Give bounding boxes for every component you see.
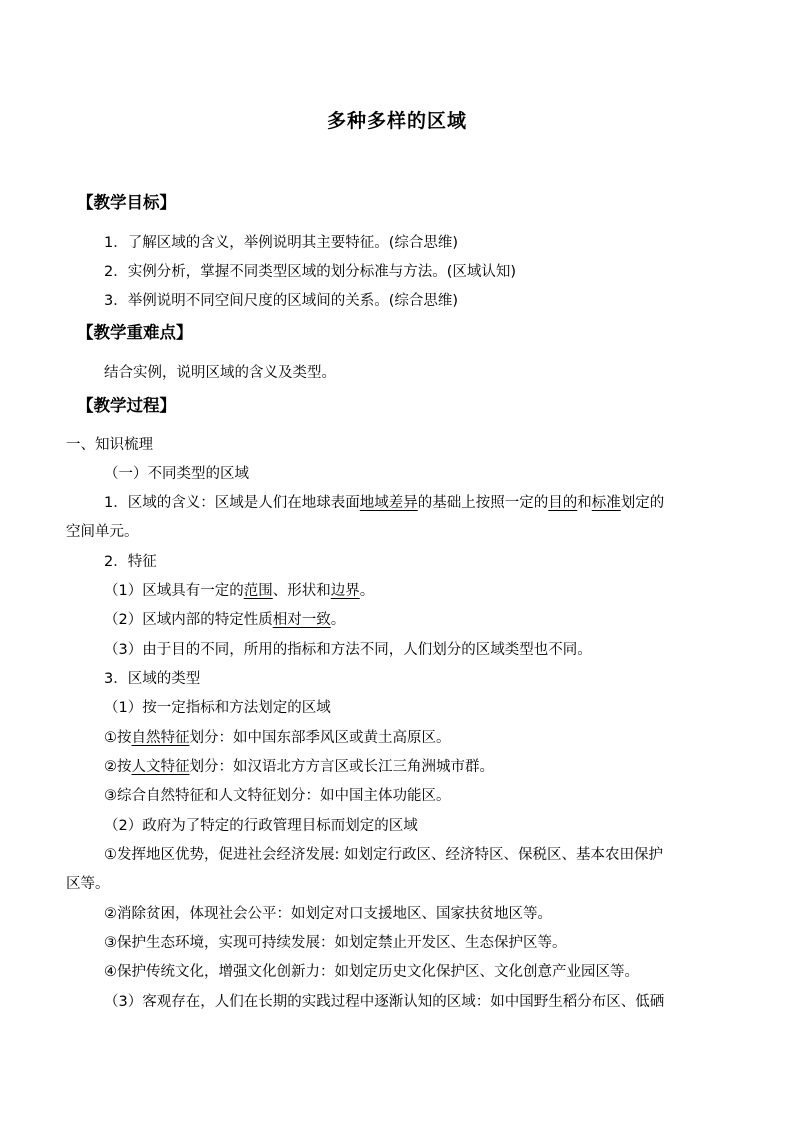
type-heading: （2）政府为了特定的行政管理目标而划定的区域 bbox=[104, 818, 418, 834]
type-item: ①发挥地区优势，促进社会经济发展: 如划定行政区、经济特区、保税区、基本农田保护 bbox=[104, 847, 663, 863]
text-span: ②按 bbox=[104, 759, 132, 775]
type-heading: （1）按一定指标和方法划定的区域 bbox=[104, 700, 331, 716]
underlined-term: 目的 bbox=[548, 495, 578, 511]
type-item: ②消除贫困，体现社会公平：如划定对口支援地区、国家扶贫地区等。 bbox=[104, 906, 552, 922]
text-span: 划定的 bbox=[620, 495, 665, 511]
type-item bbox=[104, 728, 451, 748]
text-span: 1．区域的含义：区域是人们在地球表面 bbox=[104, 495, 360, 511]
feature-item bbox=[104, 610, 345, 630]
type-item bbox=[104, 757, 494, 777]
text-span: 。 bbox=[330, 612, 346, 628]
underlined-term: 人文特征 bbox=[131, 759, 190, 775]
underlined-term: 地域差异 bbox=[359, 495, 418, 511]
feature-item bbox=[104, 581, 374, 601]
objective-item: 2．实例分析，掌握不同类型区域的划分标准与方法。(区域认知) bbox=[104, 264, 517, 280]
text-span: （1）区域具有一定的 bbox=[104, 583, 244, 599]
text-span: 和 bbox=[577, 495, 592, 511]
key-points-text: 结合实例，说明区域的含义及类型。 bbox=[104, 365, 336, 381]
feature-title: 2．特征 bbox=[104, 554, 157, 570]
definition-line bbox=[104, 493, 664, 513]
text-span: ①按 bbox=[104, 730, 132, 746]
page-title: 多种多样的区域 bbox=[326, 110, 467, 132]
objective-item: 1．了解区域的含义，举例说明其主要特征。(综合思维) bbox=[104, 235, 459, 251]
key-points-heading: 【教学重难点】 bbox=[77, 323, 193, 342]
underlined-term: 标准 bbox=[591, 495, 621, 511]
process-heading: 【教学过程】 bbox=[77, 396, 176, 415]
underlined-term: 范围 bbox=[243, 583, 273, 599]
type-item: ③保护生态环境，实现可持续发展：如划定禁止开发区、生态保护区等。 bbox=[104, 935, 567, 951]
text-span: 的基础上按照一定的 bbox=[417, 495, 549, 511]
type-item: ③综合自然特征和人文特征划分：如中国主体功能区。 bbox=[104, 788, 451, 804]
text-span: 、形状和 bbox=[272, 583, 331, 599]
part-heading: 一、知识梳理 bbox=[66, 437, 153, 453]
underlined-term: 相对一致 bbox=[272, 612, 331, 628]
feature-item: （3）由于目的不同，所用的指标和方法不同，人们划分的区域类型也不同。 bbox=[104, 642, 592, 658]
underlined-term: 自然特征 bbox=[131, 730, 190, 746]
type-heading: （3）客观存在，人们在长期的实践过程中逐渐认知的区域：如中国野生稻分布区、低硒 bbox=[104, 994, 665, 1010]
objectives-heading: 【教学目标】 bbox=[77, 193, 176, 212]
underlined-term: 边界 bbox=[330, 583, 360, 599]
subsection-heading: （一）不同类型的区域 bbox=[104, 466, 249, 482]
text-span: （2）区域内部的特定性质 bbox=[104, 612, 273, 628]
definition-continued: 空间单元。 bbox=[66, 524, 139, 540]
text-span: 。 bbox=[359, 583, 375, 599]
type-item: ④保护传统文化，增强文化创新力：如划定历史文化保护区、文化创意产业园区等。 bbox=[104, 964, 639, 980]
text-span: 划分：如汉语北方方言区或长江三角洲城市群。 bbox=[189, 759, 494, 775]
type-item-continued: 区等。 bbox=[66, 876, 110, 892]
objective-item: 3．举例说明不同空间尺度的区域间的关系。(综合思维) bbox=[104, 293, 459, 309]
types-title: 3．区域的类型 bbox=[104, 671, 201, 687]
text-span: 划分：如中国东部季风区或黄土高原区。 bbox=[189, 730, 451, 746]
